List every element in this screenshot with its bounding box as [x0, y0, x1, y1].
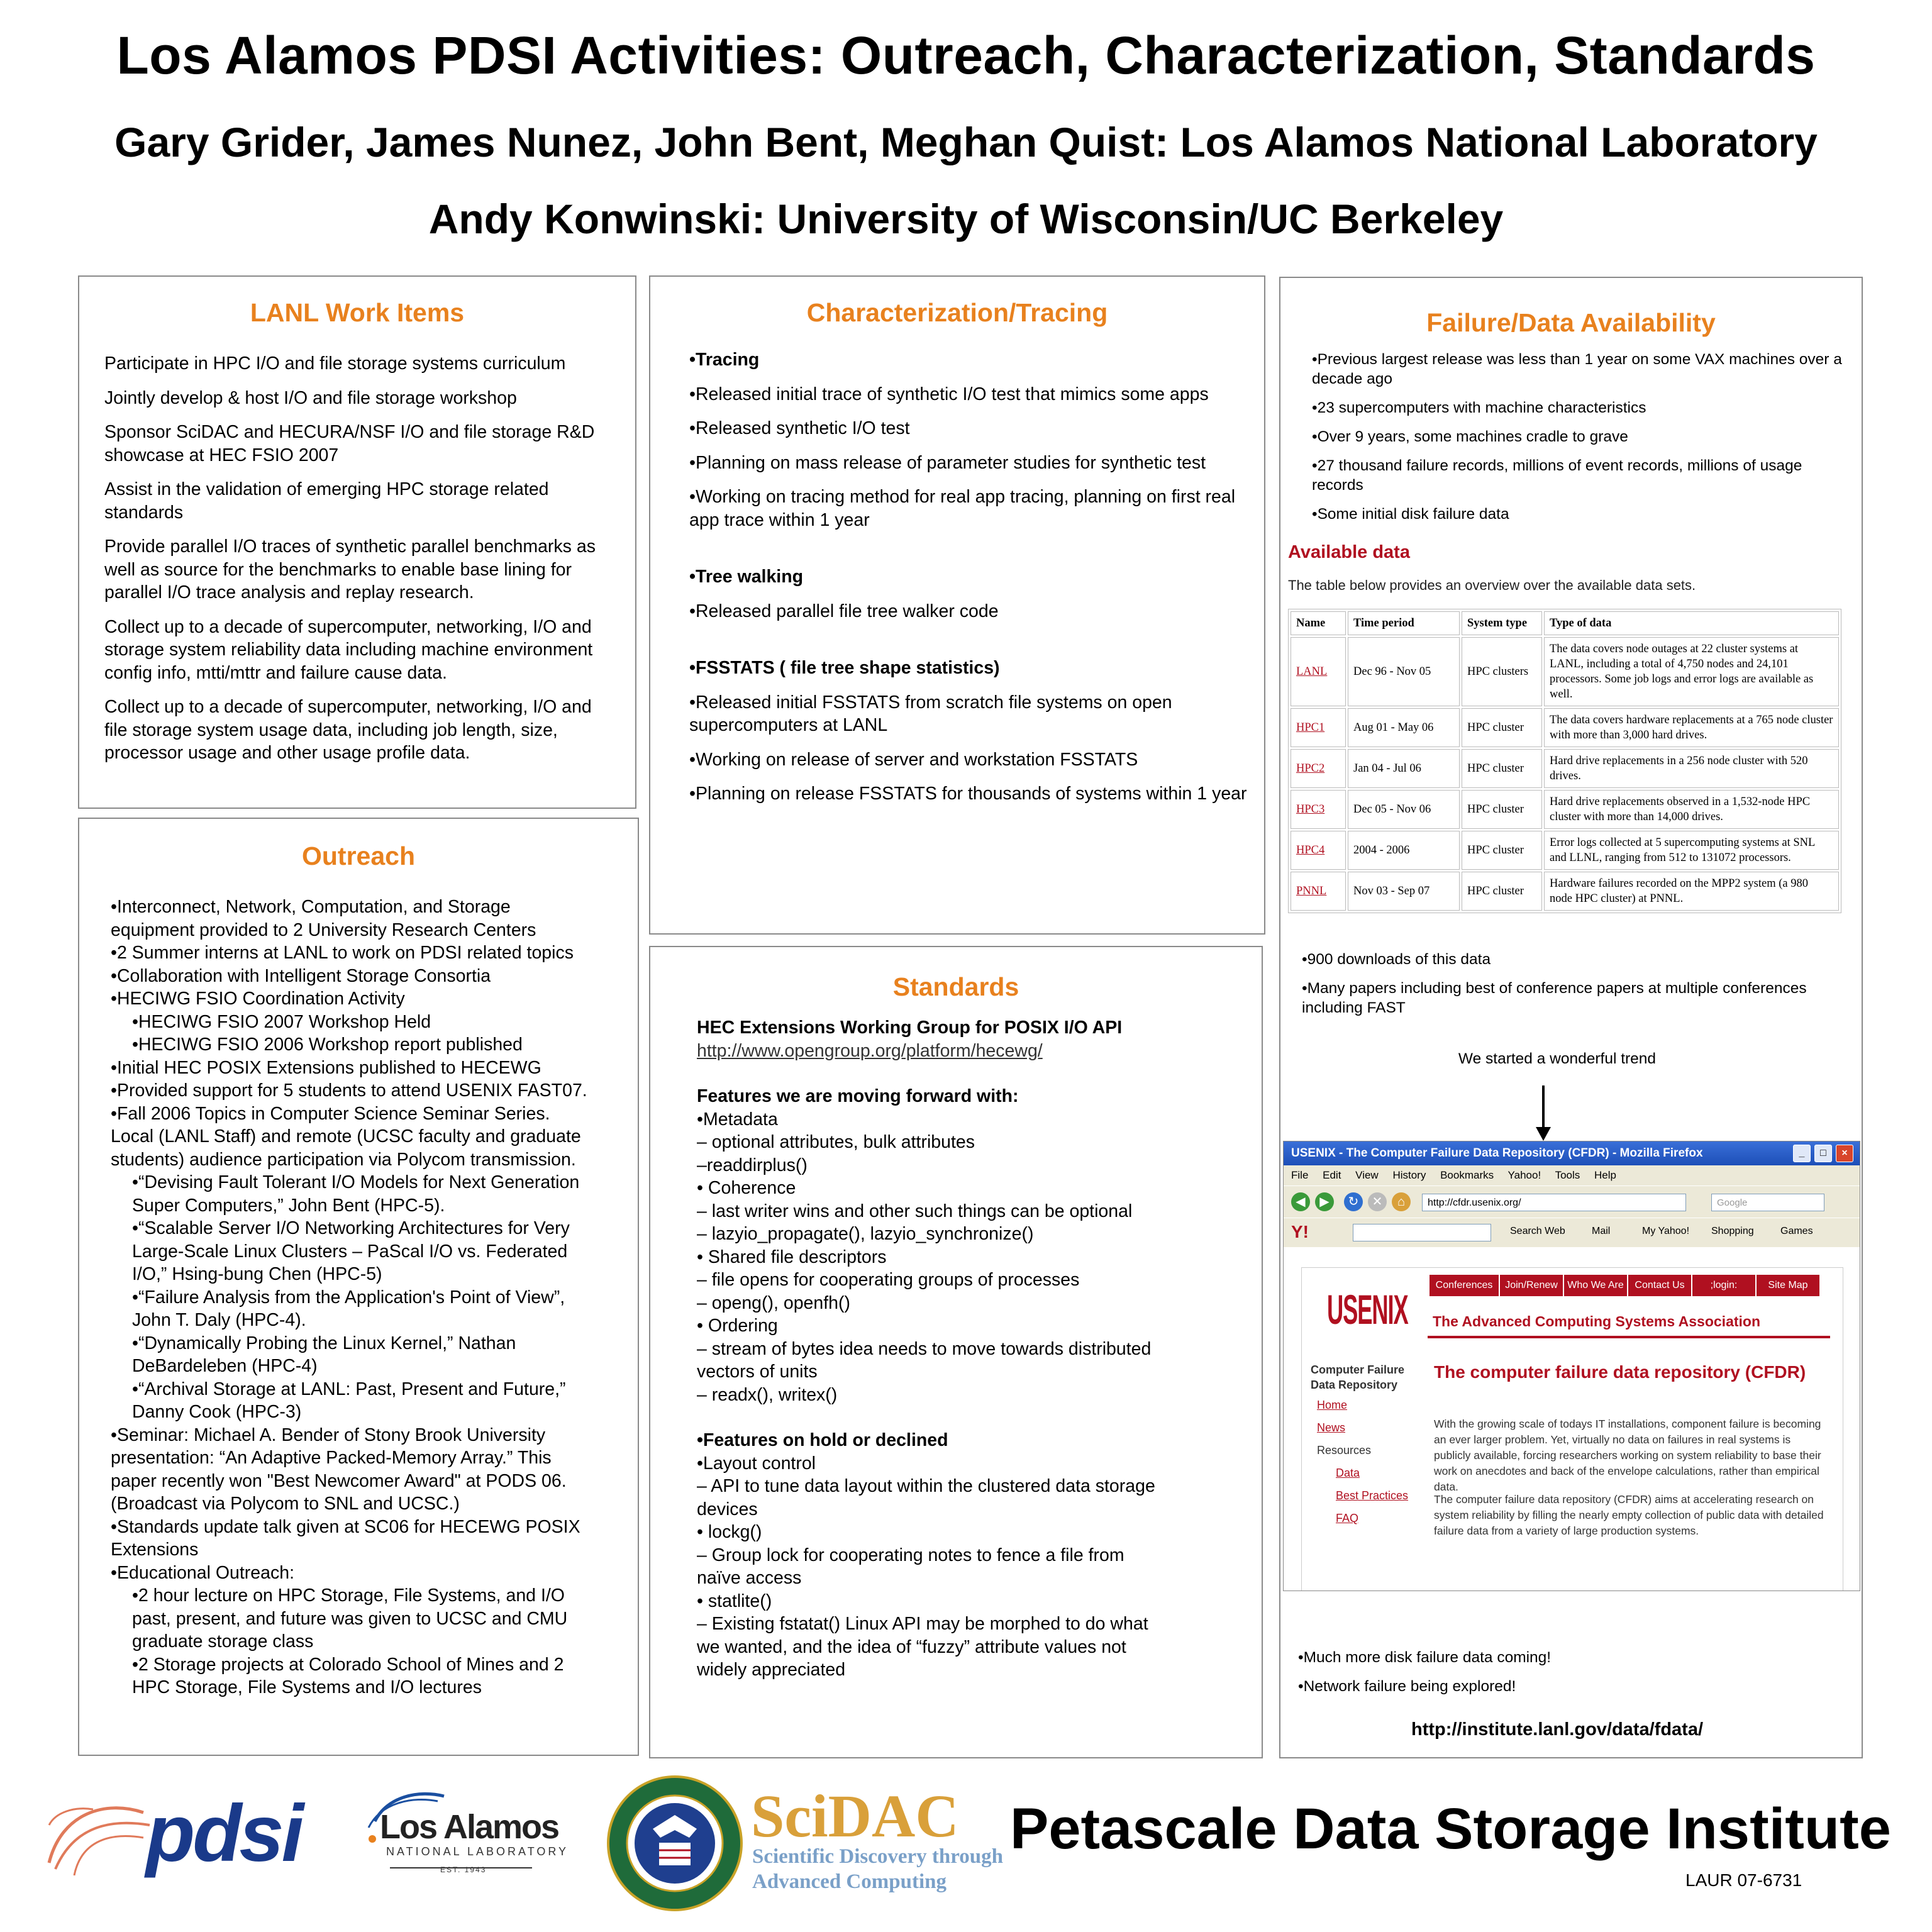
failure-bullets [1312, 350, 1846, 533]
characterization-panel [649, 275, 1265, 935]
standards-panel [649, 946, 1263, 1758]
tab-contact-us[interactable]: Contact Us [1628, 1274, 1692, 1297]
close-icon[interactable]: × [1836, 1145, 1853, 1162]
hold-line: – Existing fstatat() Linux API may be morphed to do what [697, 1614, 1148, 1634]
outreach-panel [78, 818, 639, 1756]
outreach-line: graduate storage class [132, 1631, 314, 1652]
data-type-cell: The data covers hardware replacements at a 765 node cluster with more than 3,000 hard drives. [1544, 708, 1839, 747]
column-header: Type of data [1544, 611, 1839, 635]
outreach-line: •“Scalable Server I/O Networking Architectures for Very [132, 1218, 570, 1238]
outreach-line: students) audience participation via Polycom transmission. [111, 1149, 576, 1170]
menu-file[interactable]: File [1291, 1169, 1309, 1181]
forward-line: – readx(), writex() [697, 1384, 838, 1405]
time-period-cell: Dec 96 - Nov 05 [1348, 637, 1460, 706]
usenix-page [1301, 1267, 1843, 1591]
dataset-name-link[interactable]: HPC3 [1291, 790, 1346, 829]
menu-help[interactable]: Help [1594, 1169, 1616, 1181]
browser-title-bar [1284, 1141, 1860, 1165]
forward-heading: Features we are moving forward with: [697, 1086, 1019, 1106]
search-input[interactable]: Google [1711, 1194, 1824, 1211]
scidac-logo-subtitle: Advanced Computing [752, 1870, 947, 1893]
forward-line: – openg(), openfh() [697, 1292, 850, 1313]
failure-bullet: •Previous largest release was less than 1 year on some VAX machines over a decade ago [1312, 351, 1842, 387]
tab-site-map[interactable]: Site Map [1756, 1274, 1820, 1297]
standards-group: HEC Extensions Working Group for POSIX I/O API [697, 1018, 1123, 1038]
outreach-line: equipment provided to 2 University Research Centers [111, 919, 536, 940]
outreach-line: •Collaboration with Intelligent Storage Consortia [111, 965, 491, 986]
forward-line: – optional attributes, bulk attributes [697, 1132, 975, 1152]
sidebar-item-best-practices[interactable]: Best Practices [1336, 1489, 1409, 1502]
trend-caption: We started a wonderful trend [1458, 1050, 1657, 1067]
outreach-line: (Broadcast via Polycom to SNL and UCSC.) [111, 1494, 460, 1514]
outreach-line: •2 Storage projects at Colorado School of Mines and 2 [132, 1654, 564, 1675]
dataset-name-link[interactable]: PNNL [1291, 872, 1346, 911]
system-type-cell: HPC clusters [1462, 637, 1542, 706]
hold-line: – API to tune data layout within the clustered data storage [697, 1476, 1155, 1496]
pdsi-logo-text: pdsi [146, 1789, 302, 1879]
forward-line: – lazyio_propagate(), lazyio_synchronize() [697, 1224, 1034, 1244]
outreach-line: DeBardeleben (HPC-4) [132, 1356, 318, 1376]
outreach-line: •Fall 2006 Topics in Computer Science Seminar Series. [111, 1103, 550, 1124]
hold-line: widely appreciated [697, 1660, 846, 1680]
authors-line-1: Gary Grider, James Nunez, John Bent, Meghan Quist: Los Alamos National Laboratory [114, 119, 1818, 165]
forward-line: • Coherence [697, 1178, 796, 1198]
lanl-work-items-title: LANL Work Items [250, 298, 465, 327]
scidac-logo-name: SciDAC [751, 1782, 959, 1850]
outreach-line: I/O,” Hsing-bung Chen (HPC-5) [132, 1264, 382, 1284]
dataset-name-link[interactable]: HPC2 [1291, 749, 1346, 788]
data-type-cell: Hard drive replacements observed in a 1,532-node HPC cluster with more than 14,000 drives. [1544, 790, 1839, 829]
work-item: Jointly develop & host I/O and file storage workshop [104, 387, 517, 408]
time-period-cell: Jan 04 - Jul 06 [1348, 749, 1460, 788]
outreach-line: •“Devising Fault Tolerant I/O Models for Next Generation [132, 1172, 580, 1192]
sidebar-item-home[interactable]: Home [1317, 1399, 1348, 1411]
available-data-title: Available data [1288, 542, 1410, 562]
system-type-cell: HPC cluster [1462, 708, 1542, 747]
tab-login[interactable]: ;login: [1692, 1274, 1756, 1297]
table-row [1291, 637, 1839, 706]
outreach-line: Extensions [111, 1540, 199, 1560]
outreach-line: Super Computers,” John Bent (HPC-5). [132, 1195, 445, 1216]
outreach-line: •Standards update talk given at SC06 for HECEWG POSIX [111, 1516, 580, 1537]
standards-url-link[interactable]: http://www.opengroup.org/platform/hecewg/ [697, 1040, 1043, 1061]
minimize-icon[interactable]: _ [1793, 1145, 1811, 1162]
outreach-line: •2 Summer interns at LANL to work on PDSI related topics [111, 943, 574, 963]
hold-line: – Group lock for cooperating notes to fence a file from [697, 1545, 1124, 1565]
outreach-line: •Interconnect, Network, Computation, and Storage [111, 897, 511, 917]
outreach-line: •“Dynamically Probing the Linux Kernel,” Nathan [132, 1333, 516, 1353]
lanl-work-items-list [104, 352, 608, 776]
table-row [1291, 708, 1839, 747]
fsstats-item: •Planning on release FSSTATS for thousands of systems within 1 year [689, 784, 1247, 804]
forward-line: •Metadata [697, 1109, 778, 1130]
system-type-cell: HPC cluster [1462, 831, 1542, 870]
address-bar[interactable]: http://cfdr.usenix.org/ [1422, 1194, 1686, 1211]
data-type-cell: Hardware failures recorded on the MPP2 system (a 980 node HPC cluster) at PNNL. [1544, 872, 1839, 911]
system-type-cell: HPC cluster [1462, 790, 1542, 829]
outreach-line: •HECIWG FSIO Coordination Activity [111, 989, 405, 1009]
stop-icon[interactable]: ✕ [1368, 1192, 1387, 1211]
standards-list [697, 1016, 1250, 1682]
fsstats-item: •Working on release of server and workstation FSSTATS [689, 749, 1138, 770]
authors-line-2: Andy Konwinski: University of Wisconsin/UC Berkeley [428, 196, 1504, 242]
outreach-line: •HECIWG FSIO 2007 Workshop Held [132, 1011, 431, 1032]
work-item: Participate in HPC I/O and file storage systems curriculum [104, 353, 566, 374]
failure-bullet: •23 supercomputers with machine characteristics [1312, 399, 1646, 416]
system-type-cell: HPC cluster [1462, 749, 1542, 788]
after-table-bullets [1302, 950, 1843, 1027]
table-row [1291, 749, 1839, 788]
characterization-list [689, 348, 1249, 817]
hold-line: • statlite() [697, 1591, 772, 1611]
yahoo-toolbar [1284, 1218, 1860, 1247]
failure-bullet: •Over 9 years, some machines cradle to grave [1312, 428, 1628, 445]
data-type-cell: Error logs collected at 5 supercomputing systems at SNL and LLNL, ranging from 512 to 131072 processors. [1544, 831, 1839, 870]
tree-walking-item: •Released parallel file tree walker code [689, 601, 999, 621]
laur-number: LAUR 07-6731 [1685, 1870, 1802, 1890]
forward-line: – stream of bytes idea needs to move towards distributed [697, 1338, 1152, 1359]
column-header: Name [1291, 611, 1346, 635]
bottom-bullet: •Network failure being explored! [1298, 1678, 1516, 1695]
sidebar-title: Computer Failure Data Repository [1311, 1363, 1405, 1391]
forward-line: vectors of units [697, 1362, 818, 1382]
tracing-item: •Planning on mass release of parameter studies for synthetic test [689, 452, 1206, 473]
bottom-bullet: •Much more disk failure data coming! [1298, 1649, 1552, 1666]
forward-icon[interactable]: ▶ [1315, 1192, 1334, 1211]
back-icon[interactable]: ◀ [1291, 1192, 1310, 1211]
tab-join-renew[interactable]: Join/Renew [1499, 1274, 1563, 1297]
usenix-subtitle: The Advanced Computing Systems Association [1433, 1313, 1761, 1330]
hold-heading: •Features on hold or declined [697, 1430, 948, 1450]
available-data-table [1288, 609, 1841, 913]
menu-bookmarks[interactable]: Bookmarks [1440, 1169, 1494, 1181]
institute-name: Petascale Data Storage Institute [1010, 1797, 1891, 1861]
tracing-heading: •Tracing [689, 350, 760, 370]
outreach-line: presentation: “An Adaptive Packed-Memory Array.” This [111, 1448, 552, 1468]
tracing-item: •Released synthetic I/O test [689, 418, 910, 438]
table-header-row [1291, 611, 1839, 635]
forward-line: • Ordering [697, 1316, 778, 1336]
table-row [1291, 790, 1839, 829]
outreach-line: Local (LANL Staff) and remote (UCSC faculty and graduate [111, 1126, 581, 1146]
failure-title: Failure/Data Availability [1426, 308, 1716, 337]
work-item: Collect up to a decade of supercomputer, networking, I/O and file storage system usage data, including job length, size, processor usage and other usage profile data. [104, 697, 592, 763]
yahoo-mail-button[interactable]: Mail [1592, 1226, 1611, 1236]
cfdr-paragraph: The computer failure data repository (CFDR) aims at accelerating research on system reliability by filling the nearly empty collection of public data with detailed failure data from a variety of large production systems. [1434, 1493, 1824, 1537]
standards-title: Standards [892, 972, 1019, 1001]
work-item: Collect up to a decade of supercomputer, networking, I/O and storage system reliability data including machine environment config info, mtti/mttr and failure cause data. [104, 616, 593, 683]
forward-line: –readdirplus() [697, 1155, 808, 1175]
browser-screenshot [1283, 1141, 1860, 1591]
yahoo-search-input[interactable] [1353, 1224, 1491, 1241]
yahoo-logo-icon: Y! [1291, 1222, 1309, 1241]
fsstats-item: •Released initial FSSTATS from scratch file systems on open supercomputers at LANL [689, 692, 1172, 735]
reload-icon[interactable]: ↻ [1344, 1192, 1363, 1211]
home-icon[interactable]: ⌂ [1392, 1192, 1411, 1211]
hold-line: devices [697, 1499, 758, 1519]
yahoo-my-yahoo-button[interactable]: My Yahoo! [1642, 1226, 1690, 1236]
failure-bullet: •Some initial disk failure data [1312, 506, 1509, 523]
tracing-item: •Released initial trace of synthetic I/O test that mimics some apps [689, 384, 1209, 404]
sidebar-item-resources: Resources [1317, 1444, 1372, 1457]
poster-title: Los Alamos PDSI Activities: Outreach, Characterization, Standards [116, 26, 1816, 85]
cfdr-heading: The computer failure data repository (CFDR) [1434, 1362, 1806, 1382]
dataset-name-link[interactable]: LANL [1291, 637, 1346, 706]
divider [1428, 1336, 1830, 1338]
menu-view[interactable]: View [1355, 1169, 1379, 1181]
sidebar-item-faq[interactable]: FAQ [1336, 1512, 1359, 1524]
bottom-bullets [1298, 1648, 1839, 1706]
browser-menu-bar [1284, 1165, 1860, 1185]
after-table-bullet: •Many papers including best of conference papers at multiple conferences including FAST [1302, 980, 1807, 1016]
dataset-name-link[interactable]: HPC1 [1291, 708, 1346, 747]
work-item: Sponsor SciDAC and HECURA/NSF I/O and file storage R&D showcase at HEC FSIO 2007 [104, 422, 595, 465]
sidebar-item-data[interactable]: Data [1336, 1467, 1360, 1479]
time-period-cell: Dec 05 - Nov 06 [1348, 790, 1460, 829]
outreach-line: •Initial HEC POSIX Extensions published to HECEWG [111, 1057, 541, 1078]
hold-line: naïve access [697, 1568, 802, 1588]
tab-who-we-are[interactable]: Who We Are [1563, 1274, 1628, 1297]
lanl-logo-subtitle: NATIONAL LABORATORY [386, 1845, 569, 1858]
cfdr-sidebar [1311, 1362, 1418, 1533]
outreach-title: Outreach [302, 841, 415, 870]
menu-tools[interactable]: Tools [1555, 1169, 1580, 1181]
tree-walking-heading: •Tree walking [689, 567, 804, 587]
outreach-line: Large-Scale Linux Clusters – PaScal I/O vs. Federated [132, 1241, 568, 1262]
table-row [1291, 831, 1839, 870]
work-item: Provide parallel I/O traces of synthetic parallel benchmarks as well as source for the benchmarks to enable base lining for parallel I/O trace analysis and replay research. [104, 536, 596, 602]
lanl-logo-established: EST. 1943 [440, 1865, 487, 1874]
hold-line: •Layout control [697, 1453, 816, 1474]
browser-navigation-bar [1284, 1185, 1860, 1218]
outreach-line: •Educational Outreach: [111, 1562, 294, 1583]
hold-line: • lockg() [697, 1522, 762, 1542]
outreach-line: •HECIWG FSIO 2006 Workshop report published [132, 1035, 523, 1055]
fdata-url-link[interactable]: http://institute.lanl.gov/data/fdata/ [1411, 1719, 1703, 1740]
outreach-line: •Provided support for 5 students to attend USENIX FAST07. [111, 1080, 587, 1101]
lanl-work-items-panel [78, 275, 636, 809]
after-table-bullet: •900 downloads of this data [1302, 951, 1491, 968]
yahoo-search-web-button[interactable]: Search Web [1510, 1226, 1565, 1236]
data-type-cell: The data covers node outages at 22 cluster systems at LANL, including a total of 4,750 nodes and 24,101 processors. Some job logs and error logs are available as well. [1544, 637, 1839, 706]
menu-yahoo[interactable]: Yahoo! [1507, 1169, 1541, 1181]
scidac-logo-subtitle: Scientific Discovery through [752, 1845, 1004, 1868]
maximize-icon[interactable]: □ [1814, 1145, 1832, 1162]
time-period-cell: Aug 01 - May 06 [1348, 708, 1460, 747]
column-header: Time period [1348, 611, 1460, 635]
doe-seal-icon [606, 1775, 743, 1912]
failure-bullet: •27 thousand failure records, millions of event records, millions of usage records [1312, 457, 1802, 494]
sidebar-item-news[interactable]: News [1317, 1421, 1346, 1434]
usenix-logo[interactable]: USENIX [1327, 1286, 1408, 1333]
menu-edit[interactable]: Edit [1323, 1169, 1341, 1181]
cfdr-paragraph: With the growing scale of todays IT installations, component failure is becoming an ever larger problem. Yet, virtually no data on failures in real systems is publicly available, forcing researchers working on system reliability to base their work on anecdotes and back of the envelope calculations, rather than empirical data. [1434, 1418, 1821, 1493]
time-period-cell: Nov 03 - Sep 07 [1348, 872, 1460, 911]
system-type-cell: HPC cluster [1462, 872, 1542, 911]
work-item: Assist in the validation of emerging HPC storage related standards [104, 479, 549, 523]
lanl-logo-name: Los Alamos [380, 1808, 559, 1846]
data-type-cell: Hard drive replacements in a 256 node cluster with 520 drives. [1544, 749, 1839, 788]
outreach-list [111, 896, 626, 1699]
forward-line: – last writer wins and other such things can be optional [697, 1201, 1133, 1221]
yahoo-games-button[interactable]: Games [1780, 1226, 1813, 1236]
browser-window-title: USENIX - The Computer Failure Data Repository (CFDR) - Mozilla Firefox [1291, 1146, 1703, 1160]
outreach-line: •Seminar: Michael A. Bender of Stony Brook University [111, 1424, 546, 1445]
fsstats-heading: •FSSTATS ( file tree shape statistics) [689, 658, 1000, 678]
outreach-line: HPC Storage, File Systems and I/O lectures [132, 1677, 482, 1697]
time-period-cell: 2004 - 2006 [1348, 831, 1460, 870]
menu-history[interactable]: History [1392, 1169, 1426, 1181]
characterization-title: Characterization/Tracing [806, 298, 1108, 327]
outreach-line: •2 hour lecture on HPC Storage, File Systems, and I/O [132, 1585, 565, 1606]
outreach-line: past, present, and future was given to UCSC and CMU [132, 1608, 568, 1629]
table-row [1291, 872, 1839, 911]
yahoo-shopping-button[interactable]: Shopping [1711, 1226, 1754, 1236]
arrow-head [1536, 1127, 1551, 1141]
available-data-description: The table below provides an overview over the available data sets. [1288, 577, 1696, 593]
outreach-line: •“Archival Storage at LANL: Past, Present and Future,” [132, 1379, 566, 1399]
outreach-line: •“Failure Analysis from the Application's Point of View”, [132, 1287, 565, 1307]
forward-line: • Shared file descriptors [697, 1246, 887, 1267]
column-header: System type [1462, 611, 1542, 635]
tracing-item: •Working on tracing method for real app tracing, planning on first real app trace within 1 year [689, 487, 1236, 530]
forward-line: – file opens for cooperating groups of processes [697, 1270, 1080, 1290]
outreach-line: John T. Daly (HPC-4). [132, 1310, 306, 1330]
hold-line: we wanted, and the idea of “fuzzy” attribute values not [697, 1636, 1126, 1657]
dataset-name-link[interactable]: HPC4 [1291, 831, 1346, 870]
tab-conferences[interactable]: Conferences [1429, 1274, 1499, 1297]
outreach-line: paper recently won "Best Newcomer Award" at PODS 06. [111, 1470, 567, 1491]
outreach-line: Danny Cook (HPC-3) [132, 1402, 302, 1422]
